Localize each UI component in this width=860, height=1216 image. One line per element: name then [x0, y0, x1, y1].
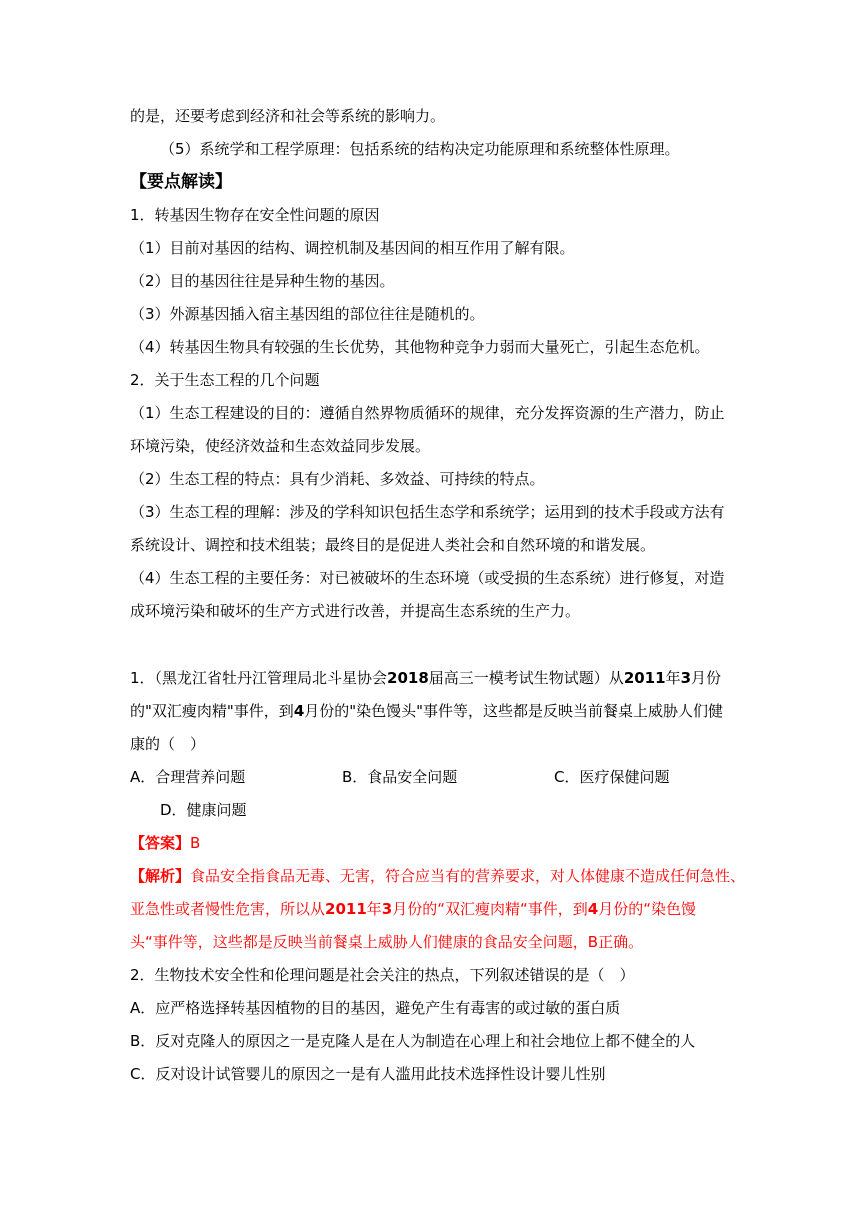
- q1-l1-post: 年: [665, 669, 681, 687]
- section1-item-1: （1）目前对基因的结构、调控机制及基因间的相互作用了解有限。: [130, 239, 575, 257]
- q1-l2-month: 4: [293, 702, 305, 720]
- question1-answer: [130, 827, 730, 860]
- question1-option-a: A．合理营养问题: [130, 768, 246, 786]
- question2-option-b: B．反对克隆人的原因之一是克隆人是在人为制造在心理上和社会地位上都不健全的人: [130, 1032, 696, 1050]
- section1-title: 1．转基因生物存在安全性问题的原因: [130, 206, 380, 224]
- section2-item3-line1: （3）生态工程的理解：涉及的学科知识包括生态学和系统学；运用到的技术手段或方法有: [130, 503, 725, 521]
- q1-l1-year2: 2011: [623, 669, 666, 687]
- question1-options-row: [130, 761, 730, 794]
- intro-line-2: （5）系统学和工程学原理：包括系统的结构决定功能原理和系统整体性原理。: [160, 140, 680, 158]
- question1-option-b: B．食品安全问题: [342, 768, 458, 786]
- analysis-l3-b: B: [587, 933, 599, 951]
- section2-title: 2．关于生态工程的几个问题: [130, 371, 320, 389]
- question1-stem-line3: 康的（ ）: [130, 735, 206, 753]
- question1-option-c: C．医疗保健问题: [554, 768, 670, 786]
- document-page: [130, 100, 746, 1091]
- analysis-line1: [130, 860, 746, 893]
- analysis-l2-month1: 3: [381, 900, 393, 918]
- q1-l2-pre: 的"双汇瘦肉精"事件，到: [130, 702, 294, 720]
- q1-l1-year: 2018: [387, 669, 429, 687]
- analysis-line3: [130, 926, 730, 959]
- question1-stem-line2: [130, 695, 730, 728]
- q1-l2-post: 月份的"染色馒头"事件等，这些都是反映当前餐桌上威胁人们健: [304, 702, 724, 720]
- analysis-l3-end: 正确。: [598, 933, 644, 951]
- section2-item4-line1: （4）生态工程的主要任务：对已被破坏的生态环境（或受损的生态系统）进行修复，对造: [130, 569, 725, 587]
- q1-l1-month: 3: [680, 669, 692, 687]
- section1-item-2: （2）目的基因往往是异种生物的基因。: [130, 272, 395, 290]
- analysis-l2-month2: 4: [587, 900, 599, 918]
- analysis-l3-pre: 头“事件等，这些都是反映当前餐桌上威胁人们健康的食品安全问题，: [130, 933, 588, 951]
- q1-l1-mid: 届高三一模考试生物试题）从: [428, 669, 624, 687]
- section2-item3-line2: 系统设计、调控和技术组装；最终目的是促进人类社会和自然环境的和谐发展。: [130, 536, 656, 554]
- section2-item1-line2: 环境污染，使经济效益和生态效益同步发展。: [130, 437, 431, 455]
- section2-item4-line2: 成环境污染和破坏的生产方式进行改善，并提高生态系统的生产力。: [130, 602, 581, 620]
- question2-option-a: A．应严格选择转基因植物的目的基因，避免产生有毒害的或过敏的蛋白质: [130, 999, 621, 1017]
- question2-option-c: C．反对设计试管婴儿的原因之一是有人滥用此技术选择性设计婴儿性别: [130, 1065, 606, 1083]
- section2-item1-line1: （1）生态工程建设的目的：遵循自然界物质循环的规律，充分发挥资源的生产潜力，防止: [130, 404, 725, 422]
- section-spacer: [130, 628, 730, 662]
- section2-item2: （2）生态工程的特点：具有少消耗、多效益、可持续的特点。: [130, 470, 545, 488]
- answer-label: 【答案】: [130, 834, 191, 852]
- question2-stem: 2．生物技术安全性和伦理问题是社会关注的热点，下列叙述错误的是（ ）: [130, 966, 635, 984]
- analysis-l2-end: 月份的“染色馒: [598, 900, 696, 918]
- key-points-heading: 【要点解读】: [130, 172, 232, 192]
- analysis-l2-mid: 年: [366, 900, 382, 918]
- analysis-l1-text: 食品安全指食品无毒、无害，符合应当有的营养要求，对人体健康不造成任何急性、: [190, 867, 746, 885]
- analysis-l2-mid2: 月份的“双汇瘦肉精“事件，到: [392, 900, 588, 918]
- section1-item-4: （4）转基因生物具有较强的生长优势，其他物种竞争力弱而大量死亡，引起生态危机。: [130, 338, 710, 356]
- analysis-line2: [130, 893, 730, 926]
- intro-line-1: 的是，还要考虑到经济和社会等系统的影响力。: [130, 107, 446, 125]
- question1-option-d: D．健康问题: [160, 801, 247, 819]
- q1-l1-pre: 1．（黑龙江省牡丹江管理局北斗星协会: [130, 669, 388, 687]
- analysis-l2-year: 2011: [325, 900, 367, 918]
- section1-item-3: （3）外源基因插入宿主基因组的部位往往是随机的。: [130, 305, 485, 323]
- q1-l1-end: 月份: [691, 669, 722, 687]
- analysis-l2-pre: 亚急性或者慢性危害，所以从: [130, 900, 326, 918]
- answer-value: B: [190, 834, 201, 852]
- analysis-label: 【解析】: [130, 867, 191, 885]
- question1-stem-line1: [130, 662, 730, 695]
